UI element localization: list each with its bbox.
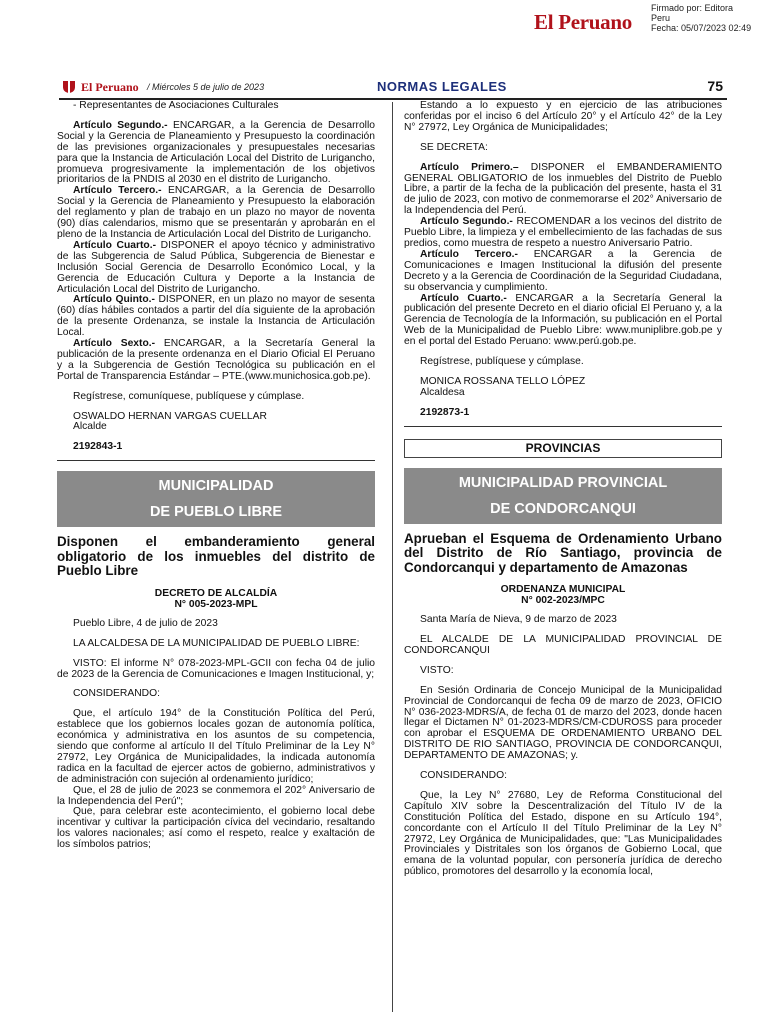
decree-number: N° 005-2023-MPL [174, 598, 258, 610]
article-heading: Artículo Cuarto.- [73, 239, 157, 251]
ordinance-type: ORDENANZA MUNICIPAL [500, 584, 626, 596]
article-heading: Artículo Tercero.- [420, 248, 518, 260]
section-rule [404, 422, 722, 427]
signatory-role: Alcalde [73, 421, 107, 433]
banner-line: DE PUEBLO LIBRE [149, 504, 283, 521]
considerando-heading: CONSIDERANDO: [420, 770, 507, 782]
paragraph: Que, el artículo 194° de la Constitución Política del Perú, establece que los gobiernos locales gozan de autonomía política, económica y administrativa en los asuntos de su competencia, siendo que conforme al artículo II del Título Preliminar de la Ley N° 27972, Ley Orgánica de Municipalidades, la indicada autonomía radica en la facultad de ejercer actos de gobierno, administrativos y de administración con sujeción al ordenamiento jurídico; [57, 708, 375, 785]
banner-line: DE CONDORCANQUI [490, 500, 636, 517]
decree-type: DECRETO DE ALCALDÍA [154, 587, 278, 599]
article [57, 339, 375, 383]
right-column [404, 101, 722, 878]
article-text: ENCARGAR a la Gerencia de Comunicaciones e Imagen Institucional la difusión del presente Decreto y a la Gerencia de Coordinación de la Seguridad Ciudadana, su observancia y cumplimiento. [404, 248, 723, 293]
visto: VISTO: El informe N° 078-2023-MPL-GCII con fecha 04 de julio de 2023 de la Gerencia de Comunicaciones e Imagen Institucional, y; [57, 657, 375, 680]
paragraph: Que, el 28 de julio de 2023 se conmemora el 202° Aniversario de la Independencia del Perú"; [57, 784, 375, 807]
article-text: DISPONER el apoyo técnico y administrativo de las Subgerencia de Salud Pública, Subgerencia de Bienestar e Inclusión Social Gerencia de Desarrollo Económico Local, y la Gerencia de Educación Cultura y Deporte a la Instancia de Articulación Local del Distrito de Lurigancho. [57, 239, 376, 295]
article-heading: Artículo Sexto.- [73, 338, 156, 350]
signature-line: Fecha: 05/07/2023 02:49 [651, 23, 752, 33]
decree-header [57, 588, 375, 610]
closing-formula: Regístrese, comuníquese, publíquese y cúmplase. [73, 390, 305, 402]
ordinance-header [404, 584, 722, 606]
decreta-heading: SE DECRETA: [420, 141, 488, 153]
signatory-name: OSWALDO HERNAN VARGAS CUELLAR [73, 410, 267, 422]
publication-code: 2192843-1 [73, 441, 123, 453]
signatory-role: Alcaldesa [420, 386, 465, 398]
column-divider [392, 102, 393, 1012]
place-date: Santa María de Nieva, 9 de marzo de 2023 [420, 614, 617, 626]
left-column [57, 101, 375, 851]
article-text: ENCARGAR, a la Gerencia de Desarrollo Social y la Gerencia de Planeamiento y Presupuesto la coordinación de las previsiones organizacionales y presupuestales necesarias para que la Instancia de Articulación Local del Distrito de Lurigancho, promueva progresivamente la implementación de los objetivos prioritarios de la PNDIS al 2030 en el distrito de Lurigancho. [57, 119, 375, 186]
ordinance-number: N° 002-2023/MPC [521, 595, 605, 607]
article-text: ENCARGAR, a la Secretaría General la publicación de la presente ordenanza en el Diario Oficial El Peruano y a la Subgerencia de Gestión Tecnológica su publicación en el Portal de Transparencia Estándar – PTE.(www.munichosica.gob.pe). [57, 338, 375, 382]
article [57, 186, 375, 241]
paragraph: Que, la Ley N° 27680, Ley de Reforma Constitucional del Capítulo XIV sobre la Descentralización del Título IV de la Constitución Política del Estado, dispone en su Artículo 194°, concordante con el Artículo II del Título Preliminar de la Ley N° 27972, Ley Orgánica de Municipalidades, que: "Las Municipalidades Provinciales y Distritales son los órganos de Gobierno Local, que emana de la voluntad popular, con personería jurídica de derecho público, promotores del desarrollo y la economía local, [404, 789, 722, 878]
article [404, 250, 722, 294]
header-date: / Miércoles 5 de julio de 2023 [147, 82, 265, 92]
page-header [59, 78, 727, 100]
municipality-banner [404, 468, 722, 524]
article [57, 295, 375, 339]
article-heading: Artículo Segundo.- [420, 216, 513, 228]
article-heading: Artículo Cuarto.- [420, 292, 507, 304]
paragraph: Que, para celebrar este acontecimiento, el gobierno local debe incentivar y cultivar la participación cívica del vecindario, resaltando los valores nacionales; así como el respeto, realce y exaltación de los símbolos patrios; [57, 806, 375, 851]
signatory-name: MONICA ROSSANA TELLO LÓPEZ [420, 375, 586, 387]
norm-title: Aprueban el Esquema de Ordenamiento Urbano del Distrito de Río Santiago, provincia de Condorcanqui y departamento de Amazonas [404, 530, 722, 575]
issuer: LA ALCALDESA DE LA MUNICIPALIDAD DE PUEBLO LIBRE: [73, 637, 360, 649]
article [404, 217, 722, 250]
section-label: PROVINCIAS [404, 439, 722, 458]
place-date: Pueblo Libre, 4 de julio de 2023 [73, 617, 218, 629]
considerando-heading: CONSIDERANDO: [73, 688, 160, 700]
signature-line: Firmado por: Editora [651, 3, 734, 13]
banner-line: MUNICIPALIDAD PROVINCIAL [458, 474, 668, 491]
article-heading: Artículo Quinto.- [73, 294, 155, 306]
digital-signature [651, 3, 751, 33]
signature-line: Peru [651, 13, 671, 23]
norm-title: Disponen el embanderamiento general obligatorio de los inmuebles del distrito de Pueblo Libre [57, 534, 375, 579]
article-heading: Artículo Primero.– [420, 161, 519, 173]
page-number: 75 [707, 78, 723, 94]
paragraph: Estando a lo expuesto y en ejercicio de las atribuciones conferidas por el inciso 6 del Artículo 20° y el Artículo 42° de la Ley N° 27972, Ley Orgánica de Municipalidades; [404, 100, 722, 133]
paragraph: En Sesión Ordinaria de Concejo Municipal de la Municipalidad Provincial de Condorcanqui de fecha 09 de marzo de 2023, OFICIO N° 036-2023-MDRS/A, de fecha 01 de marzo del 2023, donde hacen llegar el Dictamen N° 01-2023-MDRS/CM-CDUROSS para proceder con aprobar el ESQUEMA DE ORDENAMIENTO URBANO DEL DISTRITO DE RIO SANTIAGO, PROVINCIA DE CONDORCANQUI, DEPARTAMENTO DE AMAZONAS; y. [404, 684, 722, 762]
paragraph: - Representantes de Asociaciones Culturales [73, 100, 279, 111]
visto-heading: VISTO: [420, 664, 454, 676]
section-title: NORMAS LEGALES [377, 79, 507, 94]
article-text: RECOMENDAR a los vecinos del distrito de Pueblo Libre, la limpieza y el embellecimiento de las fachadas de sus predios, como muestra de respeto a nuestro Aniversario Patrio. [404, 216, 722, 249]
article [57, 241, 375, 296]
article [404, 294, 722, 349]
brand-logo: El Peruano [534, 10, 632, 34]
issuer: EL ALCALDE DE LA MUNICIPALIDAD PROVINCIAL DE CONDORCANQUI [404, 633, 722, 656]
article [404, 163, 722, 218]
article-text: DISPONER, en un plazo no mayor de sesenta (60) días hábiles contados a partir del día siguiente de la aprobación de la presente Ordenanza, se instale la Instancia de Articulación Local. [57, 294, 375, 339]
article-text: ENCARGAR, a la Gerencia de Desarrollo Social y la Gerencia de Planeamiento y Presupuesto la elaboración del reglamento y plan de trabajo en un plazo no mayor de noventa (90) días calendarios, mismo que se presentarán y aprobarán en el pleno de la Instancia de Articulación Local del Distrito de Lurigancho. [57, 185, 375, 240]
publication-code: 2192873-1 [420, 406, 470, 418]
article-heading: Artículo Segundo.- [73, 119, 168, 131]
article-text: DISPONER el EMBANDERAMIENTO GENERAL OBLIGATORIO de los inmuebles del Distrito de Pueblo Libre, a partir de la fecha de la publicación del presente, hasta el 31 de julio de 2023, con motivo de conmemorarse el 202° Aniversario de la Independencia del Perú. [404, 161, 723, 217]
article-heading: Artículo Tercero.- [73, 185, 162, 197]
article [57, 121, 375, 186]
article-text: ENCARGAR a la Secretaría General la publicación del presente Decreto en el diario oficial El Peruano y, a la Gerencia de Tecnología de la Información, su publicación en el Portal Web de la Municipalidad de Pueblo Libre: www.muniplibre.gob.pe y en el portal del Estado Peruano: www.perú.gob.pe. [404, 292, 722, 348]
header-brand: El Peruano [81, 80, 139, 94]
banner-line: MUNICIPALIDAD [158, 478, 274, 495]
section-rule [57, 456, 375, 461]
closing-formula: Regístrese, publíquese y cúmplase. [420, 356, 584, 368]
coat-of-arms-icon [61, 79, 77, 94]
municipality-banner [57, 471, 375, 527]
